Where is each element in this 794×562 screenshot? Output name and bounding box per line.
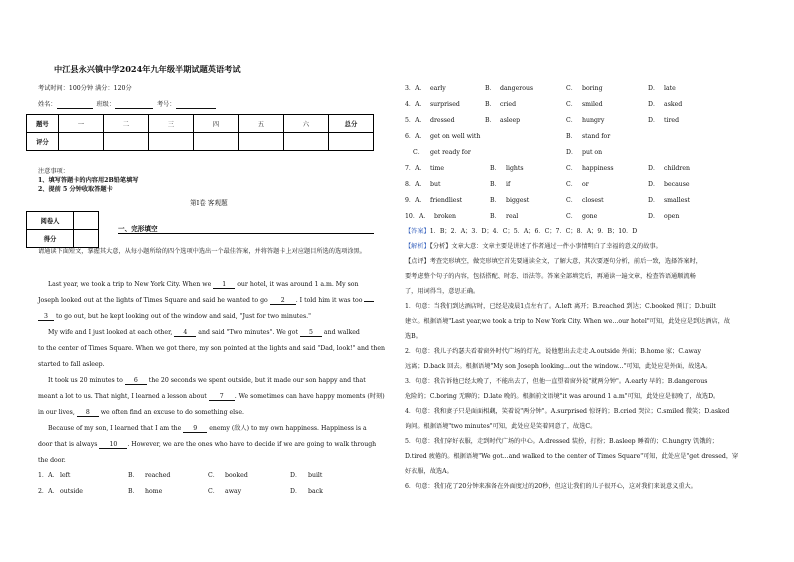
blank-4: 4 (174, 329, 196, 337)
blank-9: 9 (183, 425, 207, 433)
option-a[interactable]: dressed (430, 117, 455, 124)
score-cell[interactable] (148, 133, 193, 151)
analysis-line: 建立。根据语境"Last year,we took a trip to New York City. When we...our hotel"可知，此处应是到达酒店，故 (405, 318, 731, 325)
reviewer-box (26, 211, 99, 248)
option-number: 10．A． (405, 213, 430, 220)
option-c[interactable]: closest (582, 197, 604, 204)
analysis-line: 5．句意：我们穿好衣服，走到时代广场的中心。A.dressed 装扮，打扮；B.asleep 睡着的；C.hungry 饥饿的； (405, 438, 718, 445)
passage-text: and said "Two minutes". We got (198, 329, 298, 336)
option-d[interactable]: put on (582, 149, 603, 156)
analysis-line: 2．句意：我儿子约瑟夫看着窗外时代广场的灯光，说他想出去走走.A.outside 外面；B.home 家；C.away (405, 348, 702, 355)
answer-label: 【答案】 (405, 228, 430, 235)
answer-line (405, 228, 637, 235)
option-b-letter: B． (490, 165, 501, 172)
passage-line: the door. (38, 457, 66, 464)
option-b[interactable]: asleep (500, 117, 521, 124)
option-c-letter: C． (566, 197, 577, 204)
blank-5: 5 (300, 329, 322, 337)
passage-text: enemy (敌人) to my own happiness. Happiness is a (209, 425, 367, 432)
option-number: 4．A． (405, 101, 426, 108)
blank-1: 1 (213, 281, 235, 289)
passage-text: . However, we are the ones who have to decide if we are going to walk through (127, 441, 377, 448)
option-number: 8．A． (405, 181, 426, 188)
option-a[interactable]: get on well with (430, 133, 481, 140)
option-d[interactable]: late (664, 85, 676, 92)
score-table-header-row (27, 115, 374, 133)
option-b-letter: B． (566, 133, 577, 140)
option-b[interactable]: dangerous (500, 85, 534, 92)
option-c[interactable]: hungry (582, 117, 605, 124)
name-field[interactable] (57, 101, 93, 109)
number-field[interactable] (176, 101, 216, 109)
option-d[interactable]: open (664, 213, 680, 220)
option-d[interactable]: tired (664, 117, 680, 124)
blank-3: 3 (38, 313, 54, 321)
option-b[interactable]: real (506, 213, 519, 220)
option-c[interactable]: happiness (582, 165, 614, 172)
option-a[interactable]: time (430, 165, 444, 172)
option-a[interactable]: but (430, 181, 441, 188)
score-label: 得分 (27, 230, 74, 248)
score-table-cell: 六 (283, 115, 328, 133)
exam-info: 考试时间：100分钟 满分：120分 (38, 85, 132, 92)
analysis-line: 远离；D.back 回去。根据语境"My son Joseph looking...out the window..."可知，此处应是外面，故选A。 (405, 363, 712, 370)
score-cell[interactable] (193, 133, 238, 151)
option-c[interactable]: away (225, 488, 242, 495)
option-number: 3．A． (405, 85, 426, 92)
passage-line (48, 377, 366, 385)
section-title: 第Ⅰ卷 客观题 (190, 199, 228, 207)
score-table-score-row (27, 133, 374, 151)
exam-title: 中江县永兴镇中学2024年九年级半期试题英语考试 (54, 64, 241, 74)
option-d-letter: D． (290, 488, 302, 495)
option-c[interactable]: gone (582, 213, 598, 220)
option-c-letter: C． (566, 117, 577, 124)
score-table-cell: 二 (103, 115, 148, 133)
option-b-letter: B． (128, 472, 139, 479)
option-d[interactable]: children (664, 165, 690, 172)
analysis-line: 6．句意：我们花了20分钟来准备在外面度过的20秒，但这让我们的儿子很开心，这对我们来说意义重大。 (405, 483, 697, 490)
option-d-letter: D． (648, 117, 660, 124)
passage-text: Joseph looked out at the lights of Times Square and said he wanted to go (38, 297, 268, 304)
notes-heading: 注意事项： (38, 168, 69, 175)
option-c[interactable]: or (582, 181, 589, 188)
score-cell[interactable] (58, 133, 103, 151)
passage-text: the 20 seconds we spent outside, but it made our son happy and that (148, 377, 366, 384)
score-table-cell: 题号 (27, 115, 59, 133)
passage-text: It took us 20 minutes to (48, 377, 123, 384)
number-label: 考号： (157, 101, 176, 108)
analysis-line: 要考虑整个句子的内容，包括搭配、时态、语法等。答案全部填完后，再通读一遍文章，检查答语通顺流畅 (405, 273, 696, 280)
reviewer-cell[interactable] (74, 212, 99, 230)
blank-6: 6 (125, 377, 147, 385)
passage-line (38, 313, 311, 321)
blank-7: 7 (209, 393, 235, 401)
instructions: 请通读下面短文，掌握其大意，从每小题所给的四个选项中选出一个最佳答案，并将答题卡上对应题目所选的选项涂黑。 (38, 248, 366, 255)
option-d[interactable]: built (308, 472, 323, 479)
passage-line (48, 329, 360, 337)
passage-text: we often find an excuse to do something else. (100, 409, 244, 416)
score-table-cell: 四 (193, 115, 238, 133)
option-d[interactable]: because (664, 181, 690, 188)
option-c-letter: C． (566, 181, 577, 188)
score-cell[interactable] (103, 133, 148, 151)
part-title: 一、完形填空 (118, 225, 158, 233)
option-b[interactable]: if (506, 181, 511, 188)
option-c[interactable]: boring (582, 85, 603, 92)
option-b[interactable]: reached (145, 472, 171, 479)
passage-text: Last year, we took a trip to New York City. When we (48, 281, 212, 288)
option-c-letter: C． (566, 213, 577, 220)
passage-text: and walked (323, 329, 360, 336)
analysis-line: 好衣服，故选A。 (405, 468, 453, 475)
option-d-letter: D． (648, 213, 660, 220)
score-row-label: 评分 (27, 133, 59, 151)
option-c-letter: C． (208, 488, 219, 495)
passage-line (38, 393, 385, 401)
blank-3-lead (364, 301, 374, 302)
analysis-line: D.tired 疲倦的。根据语境"We got...and walked to the center of Times Square"可知，此处应是"get dressed，穿 (405, 453, 739, 460)
option-c-letter: C． (566, 85, 577, 92)
score-cell[interactable] (74, 230, 99, 248)
option-b-letter: B． (490, 181, 501, 188)
answer-text: 1．B；2．A；3．D；4．C；5．A；6．C；7．C；8．A；9．B；10．D (429, 228, 638, 235)
analysis-line: 1．句意：当我们到达酒店时，已经是凌晨1点左右了。A.left 离开；B.reached 到达；C.booked 预订；D.built (405, 303, 716, 310)
class-field[interactable] (115, 101, 153, 109)
option-c-letter: C． (413, 149, 424, 156)
analysis-label: 【解析】 (405, 243, 430, 250)
option-number: 1．A． (38, 472, 59, 479)
score-table (26, 114, 374, 151)
passage-text: door that is always (38, 441, 98, 448)
analysis-intro-text: 【分析】文章大意：文章主要是讲述了作者通过一件小事情明白了幸福的意义的故事。 (429, 243, 662, 250)
option-d-letter: D． (648, 197, 660, 204)
passage-text: our hotel, it was around 1 a.m. My son (237, 281, 359, 288)
score-table-cell: 三 (148, 115, 193, 133)
option-a[interactable]: early (430, 85, 446, 92)
option-b[interactable]: cried (500, 101, 517, 108)
option-c[interactable]: get ready for (430, 149, 471, 156)
score-cell[interactable] (238, 133, 283, 151)
option-a[interactable]: outside (60, 488, 83, 495)
score-table-cell: 一 (58, 115, 103, 133)
option-d[interactable]: smallest (664, 197, 691, 204)
option-b-letter: B． (485, 101, 496, 108)
option-number: 5．A． (405, 117, 426, 124)
option-b[interactable]: home (145, 488, 163, 495)
option-b[interactable]: lights (506, 165, 524, 172)
analysis-line: 了，用词得当，意思正确。 (405, 288, 480, 295)
option-d-letter: D． (290, 472, 302, 479)
analysis-line: 危险的；C.boring 无聊的；D.late 晚的。根据前文语境"it was around 1 a.m"可知，此处应是很晚了，故选D。 (405, 393, 720, 400)
option-number: 6．A． (405, 133, 426, 140)
option-b-letter: B． (490, 197, 501, 204)
option-d-letter: D． (648, 85, 660, 92)
option-b[interactable]: biggest (506, 197, 530, 204)
option-c-letter: C． (208, 472, 219, 479)
option-d-letter: D． (648, 165, 660, 172)
blank-8: 8 (77, 409, 99, 417)
note-item: 2、提前 5 分钟收取答题卡 (38, 186, 113, 193)
option-number: 7．A． (405, 165, 426, 172)
score-table-cell: 总分 (328, 115, 373, 133)
passage-text: meant a lot to us. That night, I learned a lesson about (38, 393, 207, 400)
option-b-letter: B． (128, 488, 139, 495)
passage-text: Because of my son, I learned that I am the (48, 425, 182, 432)
option-d-letter: D． (566, 149, 578, 156)
option-a[interactable]: broken (434, 213, 457, 220)
analysis-line: 4．句意：我和妻子只是面面相觑，笑着说"两分钟"。A.surprised 惊讶的；B.cried 哭泣；C.smiled 微笑；D.asked (405, 408, 730, 415)
option-a[interactable]: surprised (430, 101, 460, 108)
note-item: 1、填写答题卡的内容用2B铅笔填写 (38, 177, 139, 184)
passage-line: to the center of Times Square. When we got there, my son pointed at the lights and said "Dad, look!" and then (38, 345, 386, 352)
option-c[interactable]: smiled (582, 101, 603, 108)
analysis-line: 3．句意：我告诉他已经太晚了，不能出去了，但他一直望着窗外说"就两分钟"。A.early 早的；B.dangerous (405, 378, 708, 385)
passage-text: . We sometimes can have happy moments (时刻) (234, 393, 385, 400)
option-a[interactable]: friendliest (430, 197, 463, 204)
option-c-letter: C． (566, 165, 577, 172)
option-b-letter: B． (485, 85, 496, 92)
option-d-letter: D． (648, 101, 660, 108)
passage-line (48, 425, 367, 433)
option-c[interactable]: booked (225, 472, 248, 479)
student-info-row (38, 101, 216, 109)
reviewer-label: 阅卷人 (27, 212, 74, 230)
option-d[interactable]: asked (664, 101, 683, 108)
passage-text: in our lives, (38, 409, 75, 416)
blank-10: 10 (99, 441, 127, 449)
option-b-letter: B． (490, 213, 501, 220)
option-d-letter: D． (648, 181, 660, 188)
analysis-line: 【点评】考查完形填空，做完形填空首先要通读全文，了解大意，其次要逐句分析，前后一致，选择答案时， (405, 258, 702, 265)
option-number: 2．A． (38, 488, 59, 495)
part-rule (118, 233, 374, 234)
passage-text: . I told him it was too (295, 297, 363, 304)
analysis-line: 询问。根据语境"two minutes"可知，此处应是笑着同意了，故选C。 (405, 423, 597, 430)
passage-line: started to fall asleep. (38, 361, 105, 368)
analysis-line: 选B。 (405, 333, 422, 340)
passage-line (48, 281, 358, 289)
class-label: 班级： (96, 101, 116, 108)
score-cell[interactable] (328, 133, 373, 151)
option-number: 9．A． (405, 197, 426, 204)
option-b-letter: B． (485, 117, 496, 124)
option-a[interactable]: left (60, 472, 71, 479)
option-d[interactable]: back (308, 488, 323, 495)
passage-line (38, 441, 376, 449)
passage-text: My wife and I just looked at each other, (48, 329, 173, 336)
score-table-cell: 五 (238, 115, 283, 133)
passage-line (38, 297, 374, 305)
option-c-letter: C． (566, 101, 577, 108)
analysis-intro (405, 243, 662, 250)
name-label: 姓名： (38, 101, 57, 108)
passage-line (38, 409, 244, 417)
option-b[interactable]: stand for (582, 133, 611, 140)
score-cell[interactable] (283, 133, 328, 151)
passage-text: to go out, but he kept looking out of the window and said, "Just for two minutes." (55, 313, 311, 320)
blank-2: 2 (270, 297, 296, 305)
